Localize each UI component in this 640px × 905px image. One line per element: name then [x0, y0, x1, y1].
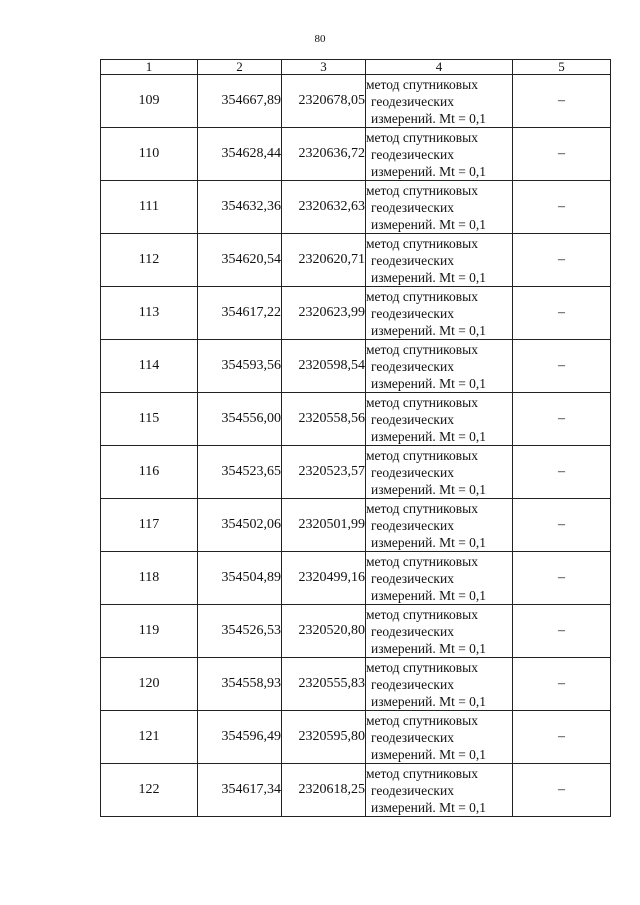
method-line: измерений. Mt = 0,1 [371, 163, 487, 179]
note-cell: – [513, 340, 611, 393]
method-line: метод спутниковых [366, 553, 478, 569]
note-cell: – [513, 393, 611, 446]
note-cell: – [513, 446, 611, 499]
x-coordinate-cell: 354596,49 [198, 711, 282, 764]
table-row [101, 128, 611, 181]
point-number-cell: 120 [101, 658, 198, 711]
note-cell: – [513, 552, 611, 605]
point-number-cell: 111 [101, 181, 198, 234]
y-coordinate-cell: 2320501,99 [282, 499, 366, 552]
method-line: измерений. Mt = 0,1 [371, 746, 487, 762]
y-coordinate-cell: 2320555,83 [282, 658, 366, 711]
x-coordinate-cell: 354632,36 [198, 181, 282, 234]
header-col-4: 4 [366, 60, 513, 75]
method-line: метод спутниковых [366, 606, 478, 622]
y-coordinate-cell: 2320523,57 [282, 446, 366, 499]
note-cell: – [513, 499, 611, 552]
note-cell: – [513, 75, 611, 128]
method-line: метод спутниковых [366, 765, 478, 781]
method-line: геодезических [371, 358, 454, 374]
method-line: геодезических [371, 93, 454, 109]
method-line: измерений. Mt = 0,1 [371, 269, 487, 285]
y-coordinate-cell: 2320520,80 [282, 605, 366, 658]
table-row [101, 181, 611, 234]
x-coordinate-cell: 354620,54 [198, 234, 282, 287]
method-cell [366, 499, 513, 552]
method-line: геодезических [371, 570, 454, 586]
note-cell: – [513, 181, 611, 234]
method-line: геодезических [371, 464, 454, 480]
table-row [101, 764, 611, 817]
table-row [101, 340, 611, 393]
point-number-cell: 116 [101, 446, 198, 499]
table-row [101, 75, 611, 128]
point-number-cell: 122 [101, 764, 198, 817]
method-cell [366, 75, 513, 128]
method-line: измерений. Mt = 0,1 [371, 534, 487, 550]
method-line: измерений. Mt = 0,1 [371, 375, 487, 391]
method-line: измерений. Mt = 0,1 [371, 799, 487, 815]
point-number-cell: 113 [101, 287, 198, 340]
table-row [101, 499, 611, 552]
point-number-cell: 110 [101, 128, 198, 181]
method-cell [366, 181, 513, 234]
y-coordinate-cell: 2320499,16 [282, 552, 366, 605]
x-coordinate-cell: 354523,65 [198, 446, 282, 499]
method-line: геодезических [371, 623, 454, 639]
header-col-5: 5 [513, 60, 611, 75]
method-line: метод спутниковых [366, 341, 478, 357]
point-number-cell: 114 [101, 340, 198, 393]
note-cell: – [513, 605, 611, 658]
page-number: 80 [314, 33, 326, 45]
x-coordinate-cell: 354667,89 [198, 75, 282, 128]
method-line: измерений. Mt = 0,1 [371, 481, 487, 497]
x-coordinate-cell: 354504,89 [198, 552, 282, 605]
header-col-3: 3 [282, 60, 366, 75]
method-line: измерений. Mt = 0,1 [371, 587, 487, 603]
method-line: метод спутниковых [366, 394, 478, 410]
method-cell [366, 711, 513, 764]
method-line: метод спутниковых [366, 659, 478, 675]
method-cell [366, 605, 513, 658]
x-coordinate-cell: 354593,56 [198, 340, 282, 393]
y-coordinate-cell: 2320595,80 [282, 711, 366, 764]
table-row [101, 711, 611, 764]
header-col-2: 2 [198, 60, 282, 75]
table-row [101, 446, 611, 499]
coordinates-table [100, 59, 611, 817]
x-coordinate-cell: 354526,53 [198, 605, 282, 658]
method-cell [366, 234, 513, 287]
note-cell: – [513, 287, 611, 340]
method-line: геодезических [371, 729, 454, 745]
point-number-cell: 121 [101, 711, 198, 764]
x-coordinate-cell: 354556,00 [198, 393, 282, 446]
x-coordinate-cell: 354628,44 [198, 128, 282, 181]
method-cell [366, 552, 513, 605]
table-row [101, 287, 611, 340]
y-coordinate-cell: 2320623,99 [282, 287, 366, 340]
method-line: измерений. Mt = 0,1 [371, 110, 487, 126]
point-number-cell: 119 [101, 605, 198, 658]
x-coordinate-cell: 354558,93 [198, 658, 282, 711]
method-line: геодезических [371, 676, 454, 692]
method-line: метод спутниковых [366, 235, 478, 251]
method-line: геодезических [371, 517, 454, 533]
note-cell: – [513, 711, 611, 764]
method-line: измерений. Mt = 0,1 [371, 693, 487, 709]
method-line: геодезических [371, 252, 454, 268]
method-line: измерений. Mt = 0,1 [371, 428, 487, 444]
y-coordinate-cell: 2320598,54 [282, 340, 366, 393]
method-line: метод спутниковых [366, 500, 478, 516]
header-row [101, 60, 611, 75]
x-coordinate-cell: 354617,22 [198, 287, 282, 340]
method-line: метод спутниковых [366, 447, 478, 463]
point-number-cell: 112 [101, 234, 198, 287]
method-line: метод спутниковых [366, 76, 478, 92]
method-line: геодезических [371, 305, 454, 321]
method-line: метод спутниковых [366, 288, 478, 304]
y-coordinate-cell: 2320678,05 [282, 75, 366, 128]
y-coordinate-cell: 2320620,71 [282, 234, 366, 287]
method-line: измерений. Mt = 0,1 [371, 322, 487, 338]
note-cell: – [513, 658, 611, 711]
x-coordinate-cell: 354617,34 [198, 764, 282, 817]
table-row [101, 605, 611, 658]
method-cell [366, 393, 513, 446]
table-row [101, 393, 611, 446]
method-line: измерений. Mt = 0,1 [371, 640, 487, 656]
table-body [101, 75, 611, 817]
method-cell [366, 764, 513, 817]
method-line: метод спутниковых [366, 129, 478, 145]
point-number-cell: 115 [101, 393, 198, 446]
method-line: метод спутниковых [366, 182, 478, 198]
method-line: измерений. Mt = 0,1 [371, 216, 487, 232]
note-cell: – [513, 764, 611, 817]
method-line: геодезических [371, 782, 454, 798]
point-number-cell: 109 [101, 75, 198, 128]
method-line: метод спутниковых [366, 712, 478, 728]
y-coordinate-cell: 2320632,63 [282, 181, 366, 234]
y-coordinate-cell: 2320618,25 [282, 764, 366, 817]
y-coordinate-cell: 2320636,72 [282, 128, 366, 181]
table-row [101, 552, 611, 605]
point-number-cell: 118 [101, 552, 198, 605]
method-cell [366, 287, 513, 340]
y-coordinate-cell: 2320558,56 [282, 393, 366, 446]
note-cell: – [513, 234, 611, 287]
table-row [101, 658, 611, 711]
method-line: геодезических [371, 411, 454, 427]
table-row [101, 234, 611, 287]
method-cell [366, 446, 513, 499]
point-number-cell: 117 [101, 499, 198, 552]
x-coordinate-cell: 354502,06 [198, 499, 282, 552]
method-line: геодезических [371, 146, 454, 162]
method-line: геодезических [371, 199, 454, 215]
header-col-1: 1 [101, 60, 198, 75]
method-cell [366, 340, 513, 393]
note-cell: – [513, 128, 611, 181]
method-cell [366, 658, 513, 711]
method-cell [366, 128, 513, 181]
